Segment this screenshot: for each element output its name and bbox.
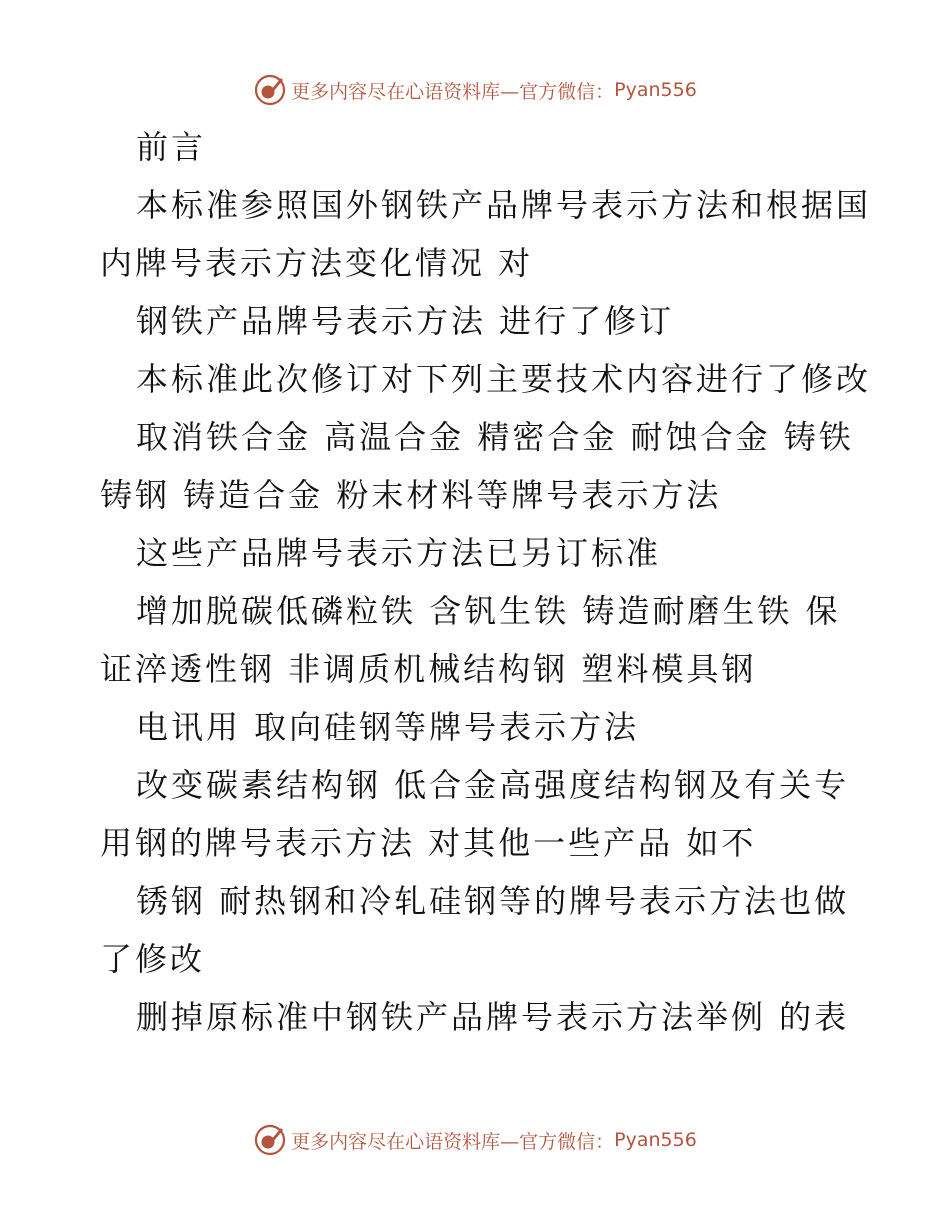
- text-line: 这些产品牌号表示方法已另订标准: [136, 534, 662, 572]
- text-line: 电讯用 取向硅钢等牌号表示方法: [136, 708, 640, 746]
- watermark-text: 更多内容尽在心语资料库—官方微信：: [291, 80, 615, 103]
- watermark-id: Pyan556: [614, 79, 697, 101]
- text-line: 前言: [136, 128, 207, 166]
- text-line: 锈钢 耐热钢和冷轧硅钢等的牌号表示方法也做: [136, 882, 850, 920]
- text-line: 了修改: [100, 940, 206, 978]
- document-body: [100, 118, 872, 1046]
- text-line: 本标准此次修订对下列主要技术内容进行了修改: [136, 360, 872, 398]
- quill-logo-icon: [253, 73, 287, 107]
- watermark-id: Pyan556: [614, 1129, 697, 1151]
- text-line: 证淬透性钢 非调质机械结构钢 塑料模具钢: [100, 650, 757, 688]
- text-line: 用钢的牌号表示方法 对其他一些产品 如不: [100, 824, 757, 862]
- text-line: 增加脱碳低磷粒铁 含钒生铁 铸造耐磨生铁 保: [136, 592, 841, 630]
- footer-watermark: [0, 1120, 950, 1160]
- text-line: 钢铁产品牌号表示方法 进行了修订: [136, 302, 675, 340]
- quill-logo-icon: [253, 1123, 287, 1157]
- header-watermark: [0, 70, 950, 110]
- text-line: 改变碳素结构钢 低合金高强度结构钢及有关专: [136, 766, 850, 804]
- text-line: 删掉原标准中钢铁产品牌号表示方法举例 的表: [136, 998, 850, 1036]
- watermark-text: 更多内容尽在心语资料库—官方微信：: [291, 1130, 615, 1153]
- text-line: 内牌号表示方法变化情况 对: [100, 244, 534, 282]
- text-line: 铸钢 铸造合金 粉末材料等牌号表示方法: [100, 476, 722, 514]
- text-line: 取消铁合金 高温合金 精密合金 耐蚀合金 铸铁: [136, 418, 854, 456]
- text-line: 本标准参照国外钢铁产品牌号表示方法和根据国: [136, 186, 872, 224]
